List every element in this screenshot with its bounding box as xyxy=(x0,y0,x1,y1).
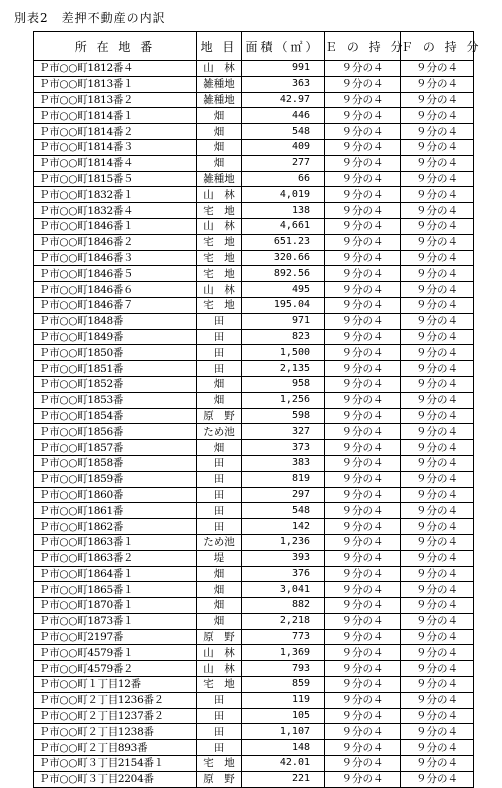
f-share-cell: ９分の４ xyxy=(401,171,474,187)
area-cell: 859 xyxy=(242,677,325,693)
area-cell: 548 xyxy=(242,503,325,519)
f-share-cell: ９分の４ xyxy=(401,203,474,219)
e-share-cell: ９分の４ xyxy=(325,708,401,724)
area-cell: 446 xyxy=(242,108,325,124)
f-share-cell: ９分の４ xyxy=(401,187,474,203)
location-cell: Ｐ市○○町1873番１ xyxy=(34,613,197,629)
f-share-cell: ９分の４ xyxy=(401,724,474,740)
area-cell: 495 xyxy=(242,282,325,298)
table-row xyxy=(34,708,474,724)
location-cell: Ｐ市○○町1863番２ xyxy=(34,550,197,566)
e-share-cell: ９分の４ xyxy=(325,677,401,693)
e-share-cell: ９分の４ xyxy=(325,266,401,282)
location-cell: Ｐ市○○町２丁目1236番２ xyxy=(34,692,197,708)
e-share-cell: ９分の４ xyxy=(325,76,401,92)
area-cell: 823 xyxy=(242,329,325,345)
f-share-cell: ９分の４ xyxy=(401,218,474,234)
f-share-cell: ９分の４ xyxy=(401,345,474,361)
table-row xyxy=(34,756,474,772)
location-cell: Ｐ市○○町1858番 xyxy=(34,455,197,471)
area-cell: 793 xyxy=(242,661,325,677)
f-share-cell: ９分の４ xyxy=(401,408,474,424)
table-row xyxy=(34,534,474,550)
table-row xyxy=(34,266,474,282)
area-cell: 142 xyxy=(242,519,325,535)
location-cell: Ｐ市○○町1854番 xyxy=(34,408,197,424)
land-category-cell: ため池 xyxy=(197,534,242,550)
location-cell: Ｐ市○○町1870番１ xyxy=(34,598,197,614)
e-share-cell: ９分の４ xyxy=(325,218,401,234)
table-row xyxy=(34,424,474,440)
area-cell: 383 xyxy=(242,455,325,471)
land-category-cell: 田 xyxy=(197,345,242,361)
f-share-cell: ９分の４ xyxy=(401,329,474,345)
e-share-cell: ９分の４ xyxy=(325,661,401,677)
f-share-cell: ９分の４ xyxy=(401,313,474,329)
location-cell: Ｐ市○○町1846番３ xyxy=(34,250,197,266)
location-cell: Ｐ市○○町1846番７ xyxy=(34,297,197,313)
e-share-cell: ９分の４ xyxy=(325,550,401,566)
area-cell: 409 xyxy=(242,139,325,155)
land-category-cell: 雑種地 xyxy=(197,76,242,92)
area-cell: 1,256 xyxy=(242,392,325,408)
area-cell: 548 xyxy=(242,124,325,140)
table-body xyxy=(34,61,474,788)
f-share-cell: ９分の４ xyxy=(401,139,474,155)
table-header xyxy=(34,32,482,61)
e-share-cell: ９分の４ xyxy=(325,61,401,77)
f-share-cell: ９分の４ xyxy=(401,392,474,408)
f-share-cell: ９分の４ xyxy=(401,756,474,772)
e-share-cell: ９分の４ xyxy=(325,282,401,298)
f-share-cell: ９分の４ xyxy=(401,629,474,645)
header-row xyxy=(34,32,474,61)
land-category-cell: 田 xyxy=(197,503,242,519)
f-share-cell: ９分の４ xyxy=(401,455,474,471)
table-row xyxy=(34,139,474,155)
table-row xyxy=(34,629,474,645)
location-cell: Ｐ市○○町1856番 xyxy=(34,424,197,440)
f-share-cell: ９分の４ xyxy=(401,424,474,440)
e-share-cell: ９分の４ xyxy=(325,487,401,503)
f-share-cell: ９分の４ xyxy=(401,266,474,282)
f-share-cell: ９分の４ xyxy=(401,376,474,392)
location-cell: Ｐ市○○町1860番 xyxy=(34,487,197,503)
header-location: 所 在 地 番 xyxy=(34,32,197,61)
land-category-cell: 田 xyxy=(197,740,242,756)
land-category-cell: 畑 xyxy=(197,392,242,408)
area-cell: 971 xyxy=(242,313,325,329)
e-share-cell: ９分の４ xyxy=(325,234,401,250)
location-cell: Ｐ市○○町1850番 xyxy=(34,345,197,361)
table-row xyxy=(34,724,474,740)
e-share-cell: ９分の４ xyxy=(325,250,401,266)
e-share-cell: ９分の４ xyxy=(325,534,401,550)
land-category-cell: 田 xyxy=(197,692,242,708)
f-share-cell: ９分の４ xyxy=(401,503,474,519)
table-row xyxy=(34,408,474,424)
f-share-cell: ９分の４ xyxy=(401,487,474,503)
land-category-cell: 畑 xyxy=(197,613,242,629)
area-cell: 221 xyxy=(242,771,325,787)
location-cell: Ｐ市○○町1814番４ xyxy=(34,155,197,171)
area-cell: 3,041 xyxy=(242,582,325,598)
land-category-cell: 畑 xyxy=(197,566,242,582)
e-share-cell: ９分の４ xyxy=(325,329,401,345)
location-cell: Ｐ市○○町1814番２ xyxy=(34,124,197,140)
location-cell: Ｐ市○○町３丁目2154番１ xyxy=(34,756,197,772)
land-category-cell: ため池 xyxy=(197,424,242,440)
table-row xyxy=(34,550,474,566)
land-category-cell: 田 xyxy=(197,519,242,535)
land-category-cell: 田 xyxy=(197,487,242,503)
f-share-cell: ９分の４ xyxy=(401,534,474,550)
f-share-cell: ９分の４ xyxy=(401,740,474,756)
e-share-cell: ９分の４ xyxy=(325,645,401,661)
e-share-cell: ９分の４ xyxy=(325,598,401,614)
area-cell: 4,661 xyxy=(242,218,325,234)
land-category-cell: 田 xyxy=(197,455,242,471)
land-category-cell: 畑 xyxy=(197,582,242,598)
e-share-cell: ９分の４ xyxy=(325,740,401,756)
table-caption: 別表2 差押不動産の内訳 xyxy=(14,11,166,25)
location-cell: Ｐ市○○町１丁目12番 xyxy=(34,677,197,693)
f-share-cell: ９分の４ xyxy=(401,282,474,298)
e-share-cell: ９分の４ xyxy=(325,171,401,187)
table-row xyxy=(34,487,474,503)
f-share-cell: ９分の４ xyxy=(401,108,474,124)
f-share-cell: ９分の４ xyxy=(401,661,474,677)
land-category-cell: 田 xyxy=(197,313,242,329)
table-row xyxy=(34,171,474,187)
area-cell: 598 xyxy=(242,408,325,424)
header-area: 面積（㎡） xyxy=(242,32,325,61)
land-category-cell: 原 野 xyxy=(197,408,242,424)
table-row xyxy=(34,61,474,77)
area-cell: 138 xyxy=(242,203,325,219)
e-share-cell: ９分の４ xyxy=(325,771,401,787)
location-cell: Ｐ市○○町1815番５ xyxy=(34,171,197,187)
land-category-cell: 畑 xyxy=(197,376,242,392)
f-share-cell: ９分の４ xyxy=(401,519,474,535)
land-category-cell: 山 林 xyxy=(197,218,242,234)
land-category-cell: 堤 xyxy=(197,550,242,566)
e-share-cell: ９分の４ xyxy=(325,756,401,772)
f-share-cell: ９分の４ xyxy=(401,92,474,108)
table-row xyxy=(34,771,474,787)
table-row xyxy=(34,677,474,693)
table-row xyxy=(34,455,474,471)
f-share-cell: ９分の４ xyxy=(401,440,474,456)
area-cell: 958 xyxy=(242,376,325,392)
location-cell: Ｐ市○○町1846番１ xyxy=(34,218,197,234)
area-cell: 991 xyxy=(242,61,325,77)
table-row xyxy=(34,645,474,661)
table-row xyxy=(34,613,474,629)
location-cell: Ｐ市○○町1865番１ xyxy=(34,582,197,598)
e-share-cell: ９分の４ xyxy=(325,455,401,471)
location-cell: Ｐ市○○町1813番２ xyxy=(34,92,197,108)
location-cell: Ｐ市○○町1861番 xyxy=(34,503,197,519)
area-cell: 327 xyxy=(242,424,325,440)
land-category-cell: 宅 地 xyxy=(197,756,242,772)
area-cell: 376 xyxy=(242,566,325,582)
location-cell: Ｐ市○○町4579番２ xyxy=(34,661,197,677)
e-share-cell: ９分の４ xyxy=(325,376,401,392)
land-category-cell: 宅 地 xyxy=(197,297,242,313)
f-share-cell: ９分の４ xyxy=(401,598,474,614)
e-share-cell: ９分の４ xyxy=(325,503,401,519)
location-cell: Ｐ市○○町1814番１ xyxy=(34,108,197,124)
f-share-cell: ９分の４ xyxy=(401,234,474,250)
land-category-cell: 畑 xyxy=(197,139,242,155)
e-share-cell: ９分の４ xyxy=(325,392,401,408)
area-cell: 651.23 xyxy=(242,234,325,250)
table-row xyxy=(34,155,474,171)
table-row xyxy=(34,740,474,756)
e-share-cell: ９分の４ xyxy=(325,424,401,440)
e-share-cell: ９分の４ xyxy=(325,92,401,108)
location-cell: Ｐ市○○町1812番４ xyxy=(34,61,197,77)
area-cell: 2,218 xyxy=(242,613,325,629)
area-cell: 297 xyxy=(242,487,325,503)
location-cell: Ｐ市○○町1853番 xyxy=(34,392,197,408)
land-category-cell: 雑種地 xyxy=(197,171,242,187)
table-row xyxy=(34,661,474,677)
area-cell: 320.66 xyxy=(242,250,325,266)
location-cell: Ｐ市○○町1814番３ xyxy=(34,139,197,155)
f-share-cell: ９分の４ xyxy=(401,550,474,566)
f-share-cell: ９分の４ xyxy=(401,692,474,708)
e-share-cell: ９分の４ xyxy=(325,440,401,456)
f-share-cell: ９分の４ xyxy=(401,250,474,266)
f-share-cell: ９分の４ xyxy=(401,645,474,661)
land-category-cell: 宅 地 xyxy=(197,203,242,219)
e-share-cell: ９分の４ xyxy=(325,629,401,645)
land-category-cell: 山 林 xyxy=(197,645,242,661)
e-share-cell: ９分の４ xyxy=(325,519,401,535)
f-share-cell: ９分の４ xyxy=(401,361,474,377)
land-category-cell: 宅 地 xyxy=(197,234,242,250)
e-share-cell: ９分の４ xyxy=(325,155,401,171)
land-category-cell: 原 野 xyxy=(197,629,242,645)
location-cell: Ｐ市○○町2197番 xyxy=(34,629,197,645)
area-cell: 195.04 xyxy=(242,297,325,313)
f-share-cell: ９分の４ xyxy=(401,61,474,77)
e-share-cell: ９分の４ xyxy=(325,582,401,598)
e-share-cell: ９分の４ xyxy=(325,724,401,740)
area-cell: 892.56 xyxy=(242,266,325,282)
location-cell: Ｐ市○○町1857番 xyxy=(34,440,197,456)
land-category-cell: 雑種地 xyxy=(197,92,242,108)
area-cell: 105 xyxy=(242,708,325,724)
table-row xyxy=(34,440,474,456)
location-cell: Ｐ市○○町1832番４ xyxy=(34,203,197,219)
f-share-cell: ９分の４ xyxy=(401,297,474,313)
table-row xyxy=(34,471,474,487)
location-cell: Ｐ市○○町1846番６ xyxy=(34,282,197,298)
land-category-cell: 畑 xyxy=(197,108,242,124)
f-share-cell: ９分の４ xyxy=(401,771,474,787)
table-row xyxy=(34,503,474,519)
area-cell: 1,500 xyxy=(242,345,325,361)
land-category-cell: 田 xyxy=(197,708,242,724)
location-cell: Ｐ市○○町２丁目893番 xyxy=(34,740,197,756)
table-row xyxy=(34,203,474,219)
land-category-cell: 山 林 xyxy=(197,661,242,677)
location-cell: Ｐ市○○町1813番１ xyxy=(34,76,197,92)
e-share-cell: ９分の４ xyxy=(325,471,401,487)
e-share-cell: ９分の４ xyxy=(325,613,401,629)
location-cell: Ｐ市○○町1849番 xyxy=(34,329,197,345)
f-share-cell: ９分の４ xyxy=(401,471,474,487)
land-category-cell: 山 林 xyxy=(197,61,242,77)
area-cell: 148 xyxy=(242,740,325,756)
location-cell: Ｐ市○○町1863番１ xyxy=(34,534,197,550)
table-row xyxy=(34,187,474,203)
f-share-cell: ９分の４ xyxy=(401,124,474,140)
area-cell: 1,236 xyxy=(242,534,325,550)
land-category-cell: 田 xyxy=(197,329,242,345)
table-row xyxy=(34,566,474,582)
e-share-cell: ９分の４ xyxy=(325,297,401,313)
land-category-cell: 畑 xyxy=(197,598,242,614)
land-category-cell: 山 林 xyxy=(197,187,242,203)
table-row xyxy=(34,376,474,392)
table-row xyxy=(34,218,474,234)
land-category-cell: 畑 xyxy=(197,440,242,456)
e-share-cell: ９分の４ xyxy=(325,361,401,377)
land-category-cell: 原 野 xyxy=(197,771,242,787)
land-category-cell: 田 xyxy=(197,361,242,377)
table-row xyxy=(34,250,474,266)
table-row xyxy=(34,519,474,535)
location-cell: Ｐ市○○町1862番 xyxy=(34,519,197,535)
table-row xyxy=(34,76,474,92)
location-cell: Ｐ市○○町4579番１ xyxy=(34,645,197,661)
land-category-cell: 畑 xyxy=(197,155,242,171)
location-cell: Ｐ市○○町２丁目1238番 xyxy=(34,724,197,740)
area-cell: 66 xyxy=(242,171,325,187)
f-share-cell: ９分の４ xyxy=(401,76,474,92)
area-cell: 1,107 xyxy=(242,724,325,740)
land-category-cell: 畑 xyxy=(197,124,242,140)
area-cell: 819 xyxy=(242,471,325,487)
area-cell: 119 xyxy=(242,692,325,708)
f-share-cell: ９分の４ xyxy=(401,155,474,171)
location-cell: Ｐ市○○町1852番 xyxy=(34,376,197,392)
f-share-cell: ９分の４ xyxy=(401,708,474,724)
location-cell: Ｐ市○○町1832番１ xyxy=(34,187,197,203)
header-f-share: Ｆ の 持 分 xyxy=(401,32,474,61)
e-share-cell: ９分の４ xyxy=(325,108,401,124)
header-e-share: Ｅ の 持 分 xyxy=(325,32,401,61)
area-cell: 363 xyxy=(242,76,325,92)
land-category-cell: 田 xyxy=(197,724,242,740)
area-cell: 42.01 xyxy=(242,756,325,772)
e-share-cell: ９分の４ xyxy=(325,203,401,219)
e-share-cell: ９分の４ xyxy=(325,124,401,140)
table-row xyxy=(34,582,474,598)
area-cell: 773 xyxy=(242,629,325,645)
location-cell: Ｐ市○○町1846番５ xyxy=(34,266,197,282)
table-row xyxy=(34,392,474,408)
location-cell: Ｐ市○○町1846番２ xyxy=(34,234,197,250)
location-cell: Ｐ市○○町1864番１ xyxy=(34,566,197,582)
land-category-cell: 宅 地 xyxy=(197,250,242,266)
e-share-cell: ９分の４ xyxy=(325,692,401,708)
land-category-cell: 山 林 xyxy=(197,282,242,298)
area-cell: 1,369 xyxy=(242,645,325,661)
area-cell: 42.97 xyxy=(242,92,325,108)
table-row xyxy=(34,313,474,329)
location-cell: Ｐ市○○町３丁目2204番 xyxy=(34,771,197,787)
header-land-category: 地 目 xyxy=(197,32,242,61)
e-share-cell: ９分の４ xyxy=(325,345,401,361)
f-share-cell: ９分の４ xyxy=(401,582,474,598)
area-cell: 373 xyxy=(242,440,325,456)
f-share-cell: ９分の４ xyxy=(401,613,474,629)
location-cell: Ｐ市○○町1859番 xyxy=(34,471,197,487)
table-row xyxy=(34,345,474,361)
location-cell: Ｐ市○○町1848番 xyxy=(34,313,197,329)
table-row xyxy=(34,282,474,298)
property-table xyxy=(33,31,482,788)
e-share-cell: ９分の４ xyxy=(325,313,401,329)
table-row xyxy=(34,124,474,140)
location-cell: Ｐ市○○町２丁目1237番２ xyxy=(34,708,197,724)
table-row xyxy=(34,297,474,313)
e-share-cell: ９分の４ xyxy=(325,408,401,424)
area-cell: 2,135 xyxy=(242,361,325,377)
land-category-cell: 宅 地 xyxy=(197,266,242,282)
area-cell: 277 xyxy=(242,155,325,171)
e-share-cell: ９分の４ xyxy=(325,566,401,582)
f-share-cell: ９分の４ xyxy=(401,677,474,693)
area-cell: 4,019 xyxy=(242,187,325,203)
area-cell: 393 xyxy=(242,550,325,566)
table-row xyxy=(34,92,474,108)
location-cell: Ｐ市○○町1851番 xyxy=(34,361,197,377)
land-category-cell: 宅 地 xyxy=(197,677,242,693)
land-category-cell: 田 xyxy=(197,471,242,487)
f-share-cell: ９分の４ xyxy=(401,566,474,582)
area-cell: 882 xyxy=(242,598,325,614)
table-row xyxy=(34,361,474,377)
table-row xyxy=(34,692,474,708)
table-row xyxy=(34,234,474,250)
table-row xyxy=(34,598,474,614)
e-share-cell: ９分の４ xyxy=(325,139,401,155)
e-share-cell: ９分の４ xyxy=(325,187,401,203)
table-row xyxy=(34,108,474,124)
table-row xyxy=(34,329,474,345)
